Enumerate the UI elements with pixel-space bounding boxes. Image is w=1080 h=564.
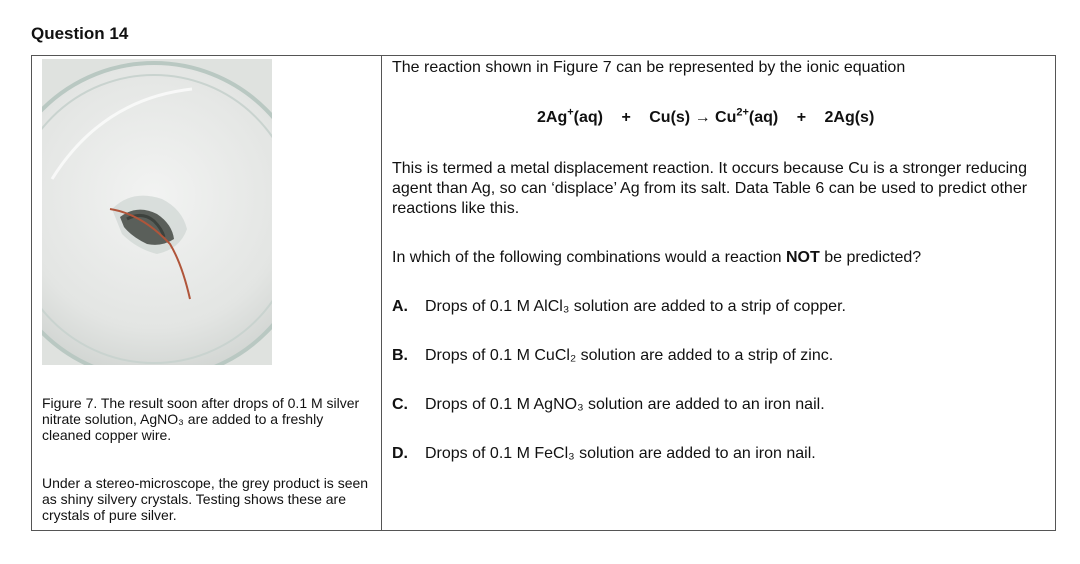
reactant-1: 2Ag <box>537 109 568 126</box>
option-letter: C. <box>392 396 408 413</box>
reactant-1-state: (aq) <box>573 109 603 126</box>
product-2: 2Ag(s) <box>824 109 875 126</box>
option-text: Drops of 0.1 M FeCl₃ solution are added to an iron nail. <box>425 445 816 462</box>
prompt-emphasis: NOT <box>786 249 820 266</box>
option-letter: D. <box>392 445 408 462</box>
reactant-1-charge: + <box>567 106 574 119</box>
option-b[interactable] <box>392 347 833 365</box>
prompt-before: In which of the following combinations would a reaction <box>392 249 786 266</box>
product-1: Cu <box>715 109 737 126</box>
product-1-state: (aq) <box>748 109 779 126</box>
option-a[interactable] <box>392 298 846 316</box>
ionic-equation <box>537 106 875 127</box>
reactant-2: Cu(s) <box>649 109 691 126</box>
option-text: Drops of 0.1 M AgNO₃ solution are added to an iron nail. <box>425 396 825 413</box>
column-divider <box>381 56 382 530</box>
figure-note: Under a stereo-microscope, the grey product is seen as shiny silvery crystals. Testing shows these are crystals of pure silver. <box>42 475 369 523</box>
plus-sign-2: + <box>796 109 807 126</box>
figure-caption: Figure 7. The result soon after drops of 0.1 M silver nitrate solution, AgNO₃ are added to a freshly cleaned copper wire. <box>42 395 360 443</box>
intro-text: The reaction shown in Figure 7 can be represented by the ionic equation <box>392 59 906 76</box>
option-c[interactable] <box>392 396 825 414</box>
plus-sign-1: + <box>621 109 631 126</box>
prompt-after: be predicted? <box>819 249 922 266</box>
product-1-charge: 2+ <box>736 106 749 119</box>
figure-7-photo <box>42 59 272 365</box>
question-prompt <box>392 249 921 267</box>
option-letter: A. <box>392 298 408 315</box>
question-title: Question 14 <box>31 24 129 43</box>
figure-caption-block <box>42 395 372 523</box>
option-d[interactable] <box>392 445 816 463</box>
option-text: Drops of 0.1 M AlCl₃ solution are added to a strip of copper. <box>425 298 846 315</box>
reaction-arrow: → <box>694 109 711 126</box>
option-text: Drops of 0.1 M CuCl₂ solution are added to a strip of zinc. <box>425 347 834 364</box>
explanation-text: This is termed a metal displacement reaction. It occurs because Cu is a stronger reducing agent than Ag, so can ‘displace’ Ag from its salt. Data Table 6 can be used to predict other reactions like this. <box>392 160 1028 217</box>
option-letter: B. <box>392 347 408 364</box>
question-table <box>31 55 1056 531</box>
